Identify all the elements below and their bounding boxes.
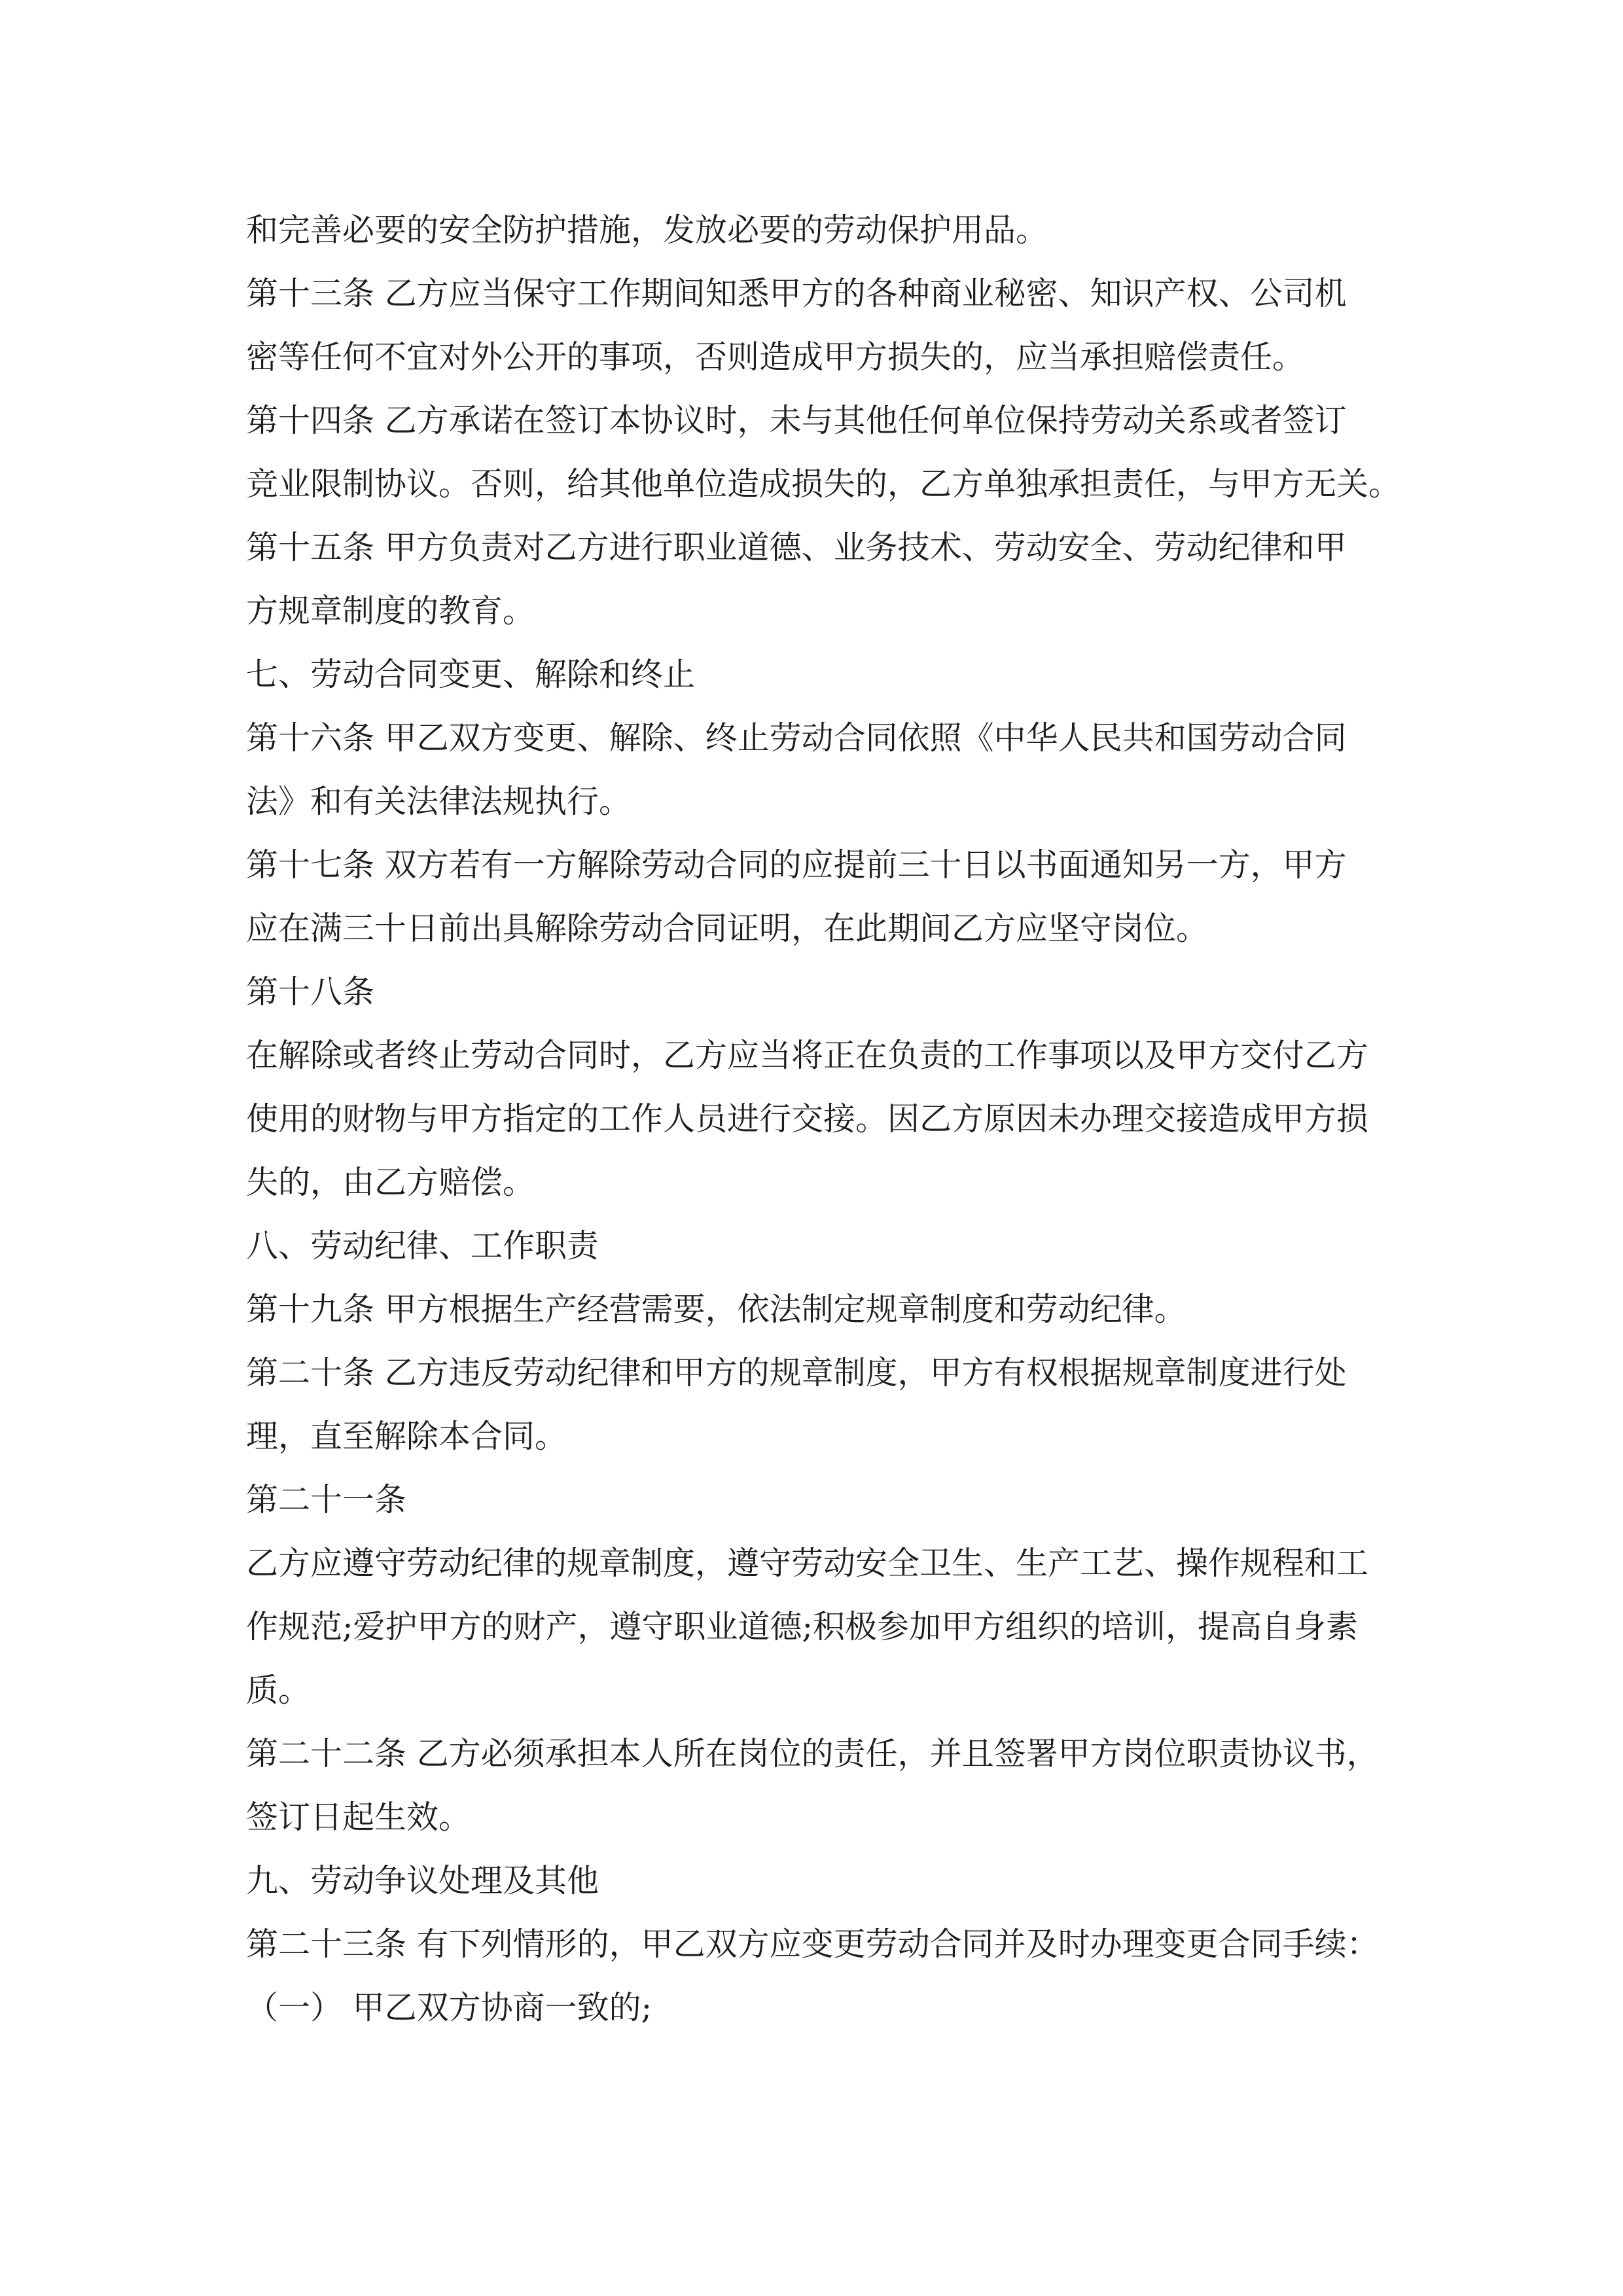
- article-21-heading: 第二十一条: [246, 1481, 407, 1518]
- text-line: 密等任何不宜对外公开的事项，否则造成甲方损失的，应当承担赔偿责任。: [246, 338, 1305, 376]
- section-7-heading: 七、劳动合同变更、解除和终止: [246, 656, 696, 693]
- text-line: 作规范;爱护甲方的财产，遵守职业道德;积极参加甲方组织的培训，提高自身素: [246, 1608, 1359, 1645]
- section-9-heading: 九、劳动争议处理及其他: [246, 1862, 599, 1899]
- text-line: 使用的财物与甲方指定的工作人员进行交接。因乙方原因未办理交接造成甲方损: [246, 1100, 1369, 1138]
- text-line: 方规章制度的教育。: [246, 592, 535, 630]
- article-15-line: 第十五条 甲方负责对乙方进行职业道德、业务技术、劳动安全、劳动纪律和甲: [246, 529, 1347, 566]
- text-line: 法》和有关法律法规执行。: [246, 783, 632, 820]
- article-17-line: 第十七条 双方若有一方解除劳动合同的应提前三十日以书面通知另一方，甲方: [246, 846, 1347, 884]
- article-20-line: 第二十条 乙方违反劳动纪律和甲方的规章制度，甲方有权根据规章制度进行处: [246, 1354, 1347, 1391]
- article-16-line: 第十六条 甲乙双方变更、解除、终止劳动合同依照《中华人民共和国劳动合同: [246, 719, 1347, 757]
- text-line: 质。: [246, 1672, 311, 1709]
- text-line: 理，直至解除本合同。: [246, 1418, 567, 1455]
- article-18-heading: 第十八条: [246, 973, 375, 1011]
- text-line: 竞业限制协议。否则，给其他单位造成损失的，乙方单独承担责任，与甲方无关。: [246, 465, 1401, 503]
- section-8-heading: 八、劳动纪律、工作职责: [246, 1227, 599, 1265]
- text-line: 在解除或者终止劳动合同时，乙方应当将正在负责的工作事项以及甲方交付乙方: [246, 1037, 1369, 1074]
- text-line: 失的，由乙方赔偿。: [246, 1164, 535, 1201]
- text-line: 签订日起生效。: [246, 1799, 471, 1836]
- article-13-line: 第十三条 乙方应当保守工作期间知悉甲方的各种商业秘密、知识产权、公司机: [246, 275, 1347, 312]
- article-22-line: 第二十二条 乙方必须承担本人所在岗位的责任，并且签署甲方岗位职责协议书，: [246, 1735, 1379, 1772]
- text-line: 和完善必要的安全防护措施，发放必要的劳动保护用品。: [246, 211, 1048, 249]
- list-item-1: （一） 甲乙双方协商一致的;: [246, 1989, 652, 2026]
- article-14-line: 第十四条 乙方承诺在签订本协议时，未与其他任何单位保持劳动关系或者签订: [246, 402, 1347, 439]
- text-line: 乙方应遵守劳动纪律的规章制度，遵守劳动安全卫生、生产工艺、操作规程和工: [246, 1545, 1369, 1582]
- article-23-line: 第二十三条 有下列情形的，甲乙双方应变更劳动合同并及时办理变更合同手续：: [246, 1926, 1379, 1963]
- article-19-line: 第十九条 甲方根据生产经营需要，依法制定规章制度和劳动纪律。: [246, 1291, 1186, 1328]
- text-line: 应在满三十日前出具解除劳动合同证明，在此期间乙方应坚守岗位。: [246, 910, 1209, 947]
